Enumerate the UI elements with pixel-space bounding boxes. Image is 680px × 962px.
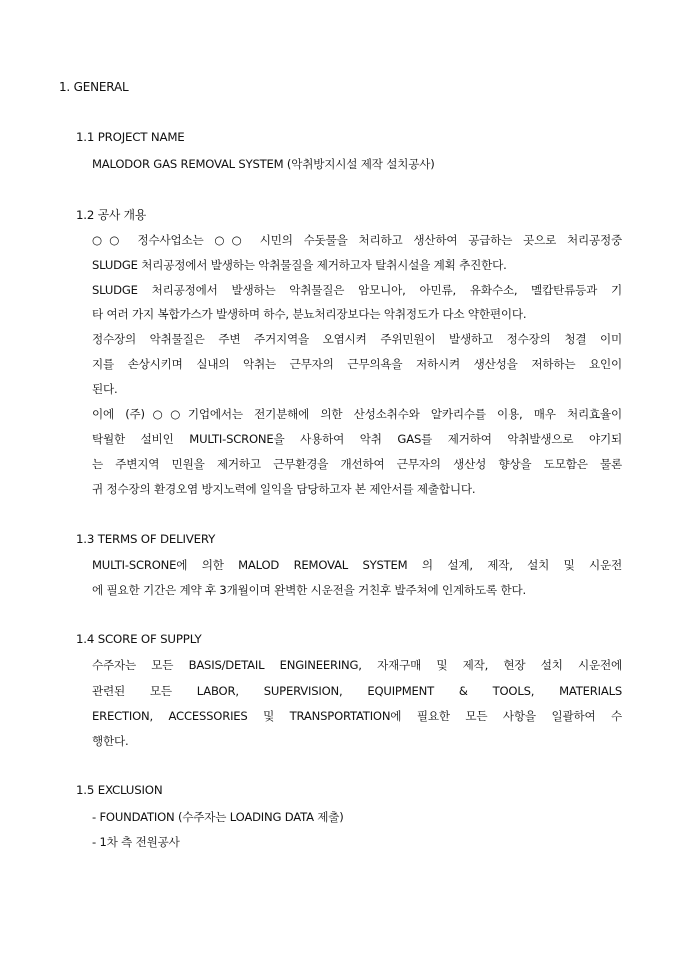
overview-line: 귀 정수장의 환경오염 방지노력에 일익을 담당하고자 본 제안서를 제출합니다. — [92, 482, 476, 496]
supply-line: ERECTION, ACCESSORIES 및 TRANSPORTATION에 필요한 모든 사항을 일괄하여 수 — [92, 709, 622, 723]
overview-line: ○○ 정수사업소는 ○○ 시민의 수돗물을 처리하고 생산하여 공급하는 곳으로 처리공정중 — [92, 233, 622, 247]
supply-line: 관련된 모든 LABOR, SUPERVISION, EQUIPMENT & TOOLS, MATERIALS — [92, 684, 622, 698]
overview-line: 된다. — [92, 382, 118, 396]
subsection-title-exclusion: 1.5 EXCLUSION — [76, 783, 163, 797]
overview-line: SLUDGE 처리공정에서 발생하는 악취물질은 암모니아, 아민류, 유화수소, 멜캅탄류등과 기 — [92, 283, 622, 297]
supply-line: 수주자는 모든 BASIS/DETAIL ENGINEERING, 자재구매 및 제작, 현장 설치 시운전에 — [92, 658, 622, 672]
delivery-line: MULTI-SCRONE에 의한 MALOD REMOVAL SYSTEM 의 설계, 제작, 설치 및 시운전 — [92, 558, 622, 572]
subsection-title-project-name: 1.1 PROJECT NAME — [76, 130, 185, 144]
exclusion-item: - 1차 측 전원공사 — [92, 835, 180, 849]
section-heading-general: 1. GENERAL — [59, 80, 129, 94]
subsection-title-terms-of-delivery: 1.3 TERMS OF DELIVERY — [76, 532, 216, 546]
overview-line: 정수장의 악취물질은 주변 주거지역을 오염시켜 주위민원이 발생하고 정수장의 청결 이미 — [92, 332, 622, 346]
exclusion-item: - FOUNDATION (수주자는 LOADING DATA 제출) — [92, 810, 344, 824]
overview-line: 타 여러 가지 복합가스가 발생하며 하수, 분뇨처리장보다는 악취정도가 다소 약한편이다. — [92, 307, 527, 321]
supply-line: 행한다. — [92, 734, 129, 748]
subsection-title-overview: 1.2 공사 개용 — [76, 208, 147, 222]
overview-line: 지를 손상시키며 실내의 악취는 근무자의 근무의욕을 저하시켜 생산성을 저하하는 요인이 — [92, 357, 622, 371]
overview-line: 이에 (주)○○기업에서는 전기분해에 의한 산성소취수와 알카리수를 이용, 매우 처리효율이 — [92, 407, 622, 421]
overview-line: SLUDGE 처리공정에서 발생하는 악취물질을 제거하고자 탈취시설을 계획 추진한다. — [92, 258, 507, 272]
subsection-title-score-of-supply: 1.4 SCORE OF SUPPLY — [76, 632, 202, 646]
delivery-line: 에 필요한 기간은 계약 후 3개월이며 완벽한 시운전을 거친후 발주쳐에 인계하도록 한다. — [92, 583, 526, 597]
project-name-text: MALODOR GAS REMOVAL SYSTEM (악취방지시설 제작 설치공사) — [92, 157, 435, 171]
overview-line: 는 주변지역 민원을 제거하고 근무환경을 개선하여 근무자의 생산성 향상을 도모함은 물론 — [92, 457, 622, 471]
overview-line: 탁월한 설비인 MULTI-SCRONE을 사용하여 악취 GAS를 제거하여 악취발생으로 야기되 — [92, 432, 622, 446]
